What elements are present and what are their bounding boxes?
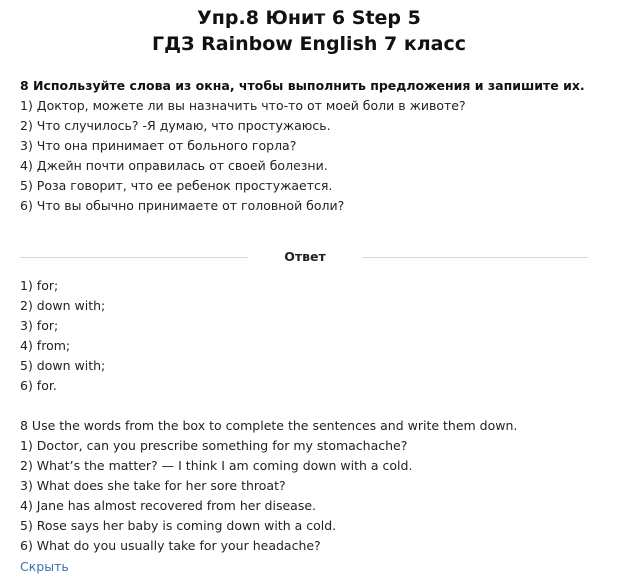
- answer-divider-right: [362, 257, 588, 258]
- task-en-item: 4) Jane has almost recovered from her disease.: [20, 498, 317, 513]
- task-ru-heading: 8 Используйте слова из окна, чтобы выполнить предложения и запишите их.: [20, 78, 585, 93]
- task-en-block: [20, 416, 610, 556]
- task-ru-item: 2) Что случилось? -Я думаю, что простужаюсь.: [20, 118, 331, 133]
- answer-item: 6) for.: [20, 378, 57, 393]
- task-ru-item: 5) Роза говорит, что ее ребенок простужается.: [20, 178, 333, 193]
- task-ru-item: 6) Что вы обычно принимаете от головной боли?: [20, 198, 345, 213]
- task-en-item: 6) What do you usually take for your headache?: [20, 538, 321, 553]
- answer-item: 5) down with;: [20, 358, 106, 373]
- answer-item: 3) for;: [20, 318, 59, 333]
- task-en-item: 3) What does she take for her sore throat?: [20, 478, 286, 493]
- answer-divider-left: [20, 257, 248, 258]
- answer-item: 4) from;: [20, 338, 71, 353]
- task-en-heading: 8 Use the words from the box to complete the sentences and write them down.: [20, 418, 518, 433]
- page-title-line1: Упр.8 Юнит 6 Step 5: [197, 7, 421, 29]
- task-ru-item: 1) Доктор, можете ли вы назначить что-то от моей боли в животе?: [20, 98, 466, 113]
- answer-item: 1) for;: [20, 278, 59, 293]
- task-en-item: 2) What’s the matter? — I think I am coming down with a cold.: [20, 458, 413, 473]
- answer-item: 2) down with;: [20, 298, 106, 313]
- hide-link[interactable]: Скрыть: [20, 559, 69, 574]
- task-en-item: 1) Doctor, can you prescribe something for my stomachache?: [20, 438, 408, 453]
- answer-label: Ответ: [260, 249, 350, 264]
- task-ru-item: 4) Джейн почти оправилась от своей болезни.: [20, 158, 328, 173]
- task-en-item: 5) Rose says her baby is coming down with a cold.: [20, 518, 337, 533]
- task-ru-block: [20, 76, 610, 216]
- answer-block: [20, 276, 610, 396]
- page-title-line2: ГДЗ Rainbow English 7 класс: [151, 33, 467, 55]
- task-ru-item: 3) Что она принимает от больного горла?: [20, 138, 297, 153]
